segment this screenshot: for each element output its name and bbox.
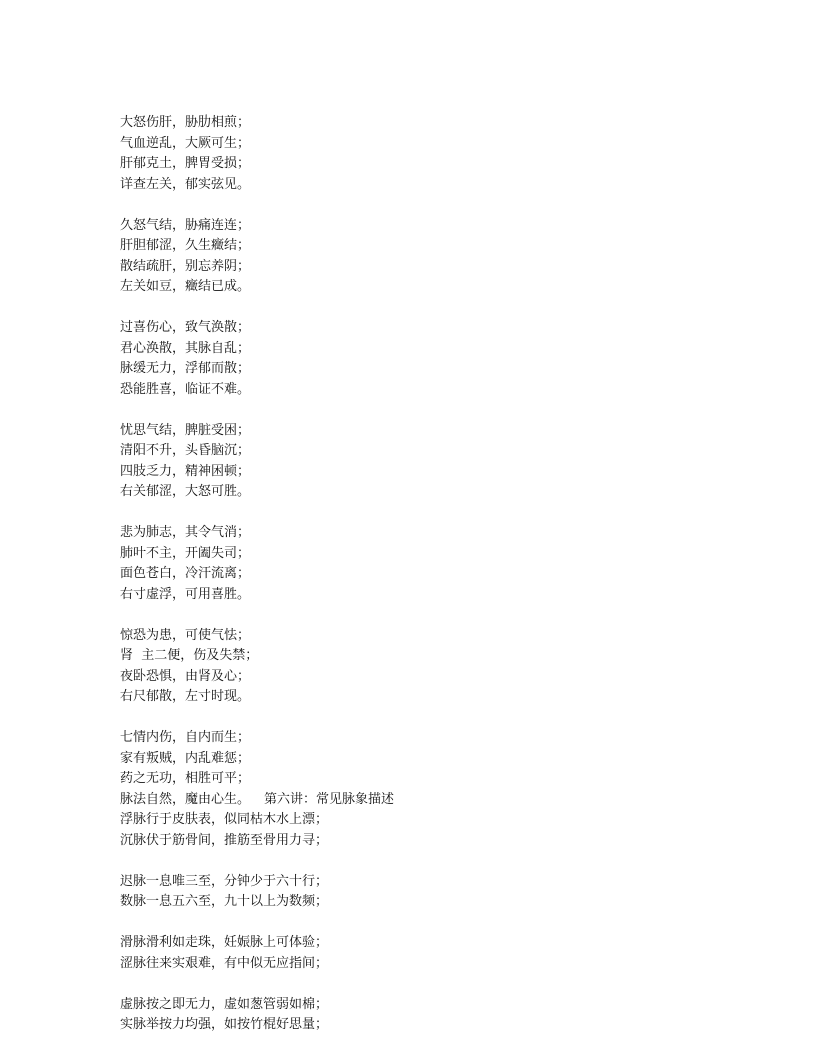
verse-line: 散结疏肝，别忘养阴； <box>120 258 251 274</box>
document-body <box>120 113 740 1036</box>
verse-line: 药之无功，相胜可平； <box>120 771 251 786</box>
stanza-gap <box>120 851 740 872</box>
verse-line: 脉缓无力，浮郁而散； <box>120 361 251 376</box>
stanza-gap <box>120 195 740 216</box>
stanza-gap <box>120 400 740 421</box>
verse-line: 肝郁克土，脾胃受损； <box>120 156 251 171</box>
verse-line: 肝胆郁涩，久生癥结； <box>120 238 251 253</box>
verse-line: 过喜伤心，致气涣散； <box>120 320 251 335</box>
couplet-line: 迟脉一息唯三至，分钟少于六十行； <box>120 873 329 889</box>
couplet-line: 沉脉伏于筋骨间，推筋至骨用力寻； <box>120 832 329 848</box>
verse-line: 惊恐为患，可使气怯； <box>120 627 251 643</box>
verse-line: 悲为肺志，其令气消； <box>120 525 251 540</box>
verse-line-with-heading <box>120 790 740 811</box>
verse-line: 面色苍白，冷汗流离； <box>120 566 251 581</box>
couplet-line: 虚脉按之即无力，虚如葱管弱如棉； <box>120 996 329 1012</box>
lecture-heading: 第六讲：常见脉象描述 <box>264 791 395 807</box>
couplet-line: 浮脉行于皮肤表，似同枯木水上漂； <box>120 812 329 827</box>
verse-line: 脉法自然，魔由心生。 <box>120 791 251 807</box>
verse-line: 七情内伤，自内而生； <box>120 730 251 745</box>
couplet-line: 滑脉滑利如走珠，妊娠脉上可体验； <box>120 935 329 950</box>
verse-line: 清阳不升，头昏脑沉； <box>120 443 251 458</box>
stanza-gap <box>120 503 740 524</box>
stanza-gap <box>120 298 740 319</box>
verse-line: 详查左关，郁实弦见。 <box>120 176 251 192</box>
verse-line: 右寸虚浮，可用喜胜。 <box>120 586 251 602</box>
verse-line: 右尺郁散，左寸时现。 <box>120 689 251 704</box>
verse-line: 肾 主二便，伤及失禁； <box>120 648 259 663</box>
couplet-line: 实脉举按力均强，如按竹棍好思量； <box>120 1017 329 1032</box>
verse-line: 右关郁涩，大怒可胜。 <box>120 484 251 499</box>
stanza-gap <box>120 708 740 729</box>
verse-line: 家有叛贼，内乱难惩； <box>120 750 251 766</box>
verse-line: 大怒伤肝，胁肋相煎； <box>120 115 251 130</box>
stanza-gap <box>120 913 740 934</box>
verse-line: 久怒气结，胁痛连连； <box>120 217 251 233</box>
verse-line: 君心涣散，其脉自乱； <box>120 340 251 356</box>
verse-line: 恐能胜喜，临证不难。 <box>120 381 251 397</box>
verse-line: 肺叶不主，开阖失司； <box>120 545 251 561</box>
couplet-line: 涩脉往来实艰难，有中似无应指间； <box>120 955 329 971</box>
verse-line: 左关如豆，癥结已成。 <box>120 279 251 294</box>
stanza-gap <box>120 605 740 626</box>
stanza-gap <box>120 974 740 995</box>
verse-line: 四肢乏力，精神困顿； <box>120 463 251 479</box>
verse-line: 忧思气结，脾脏受困； <box>120 422 251 438</box>
verse-line: 气血逆乱，大厥可生； <box>120 135 251 151</box>
verse-line: 夜卧恐惧，由肾及心； <box>120 668 251 684</box>
couplet-line: 数脉一息五六至，九十以上为数频； <box>120 894 329 909</box>
